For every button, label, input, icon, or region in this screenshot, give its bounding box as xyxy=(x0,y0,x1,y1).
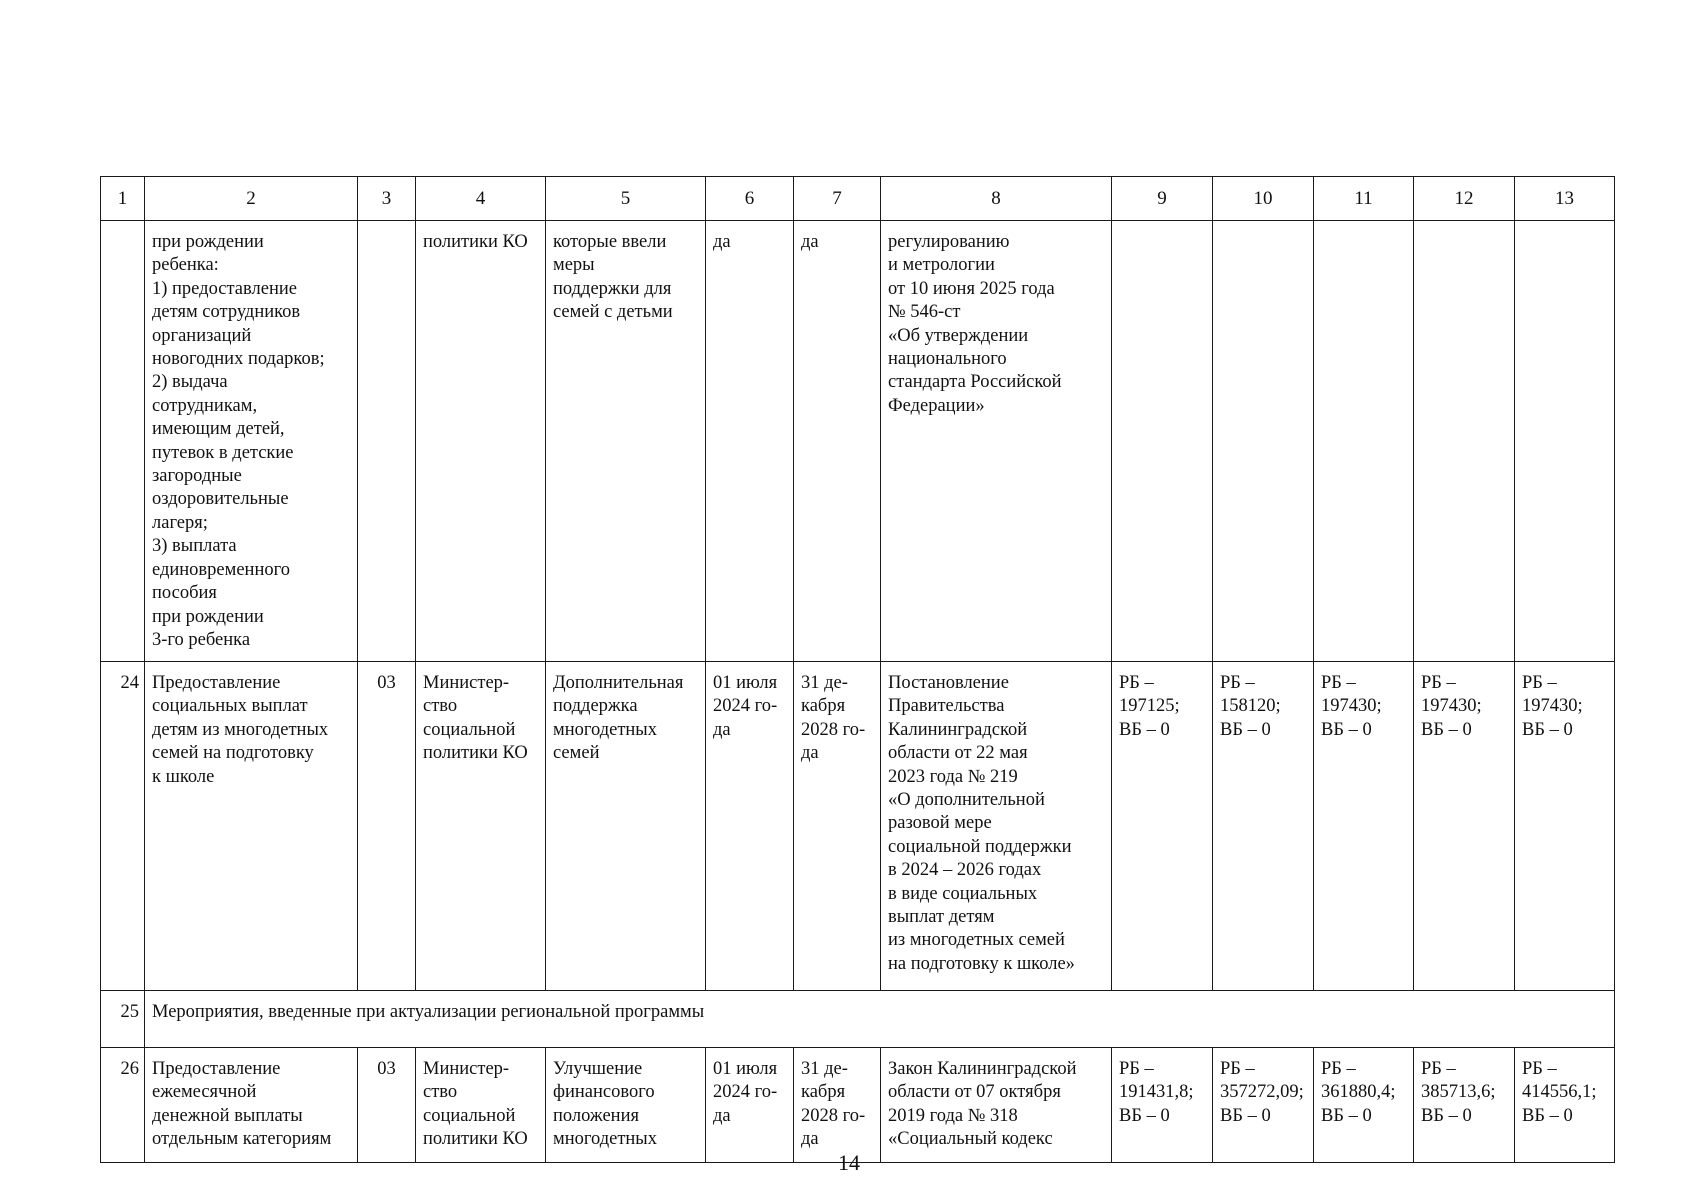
row-number-cell xyxy=(101,221,145,662)
funding-cell: РБ – 158120; ВБ – 0 xyxy=(1213,662,1314,991)
funding-cell xyxy=(1213,221,1314,662)
row-number-cell: 25 xyxy=(101,991,145,1048)
column-number-7: 7 xyxy=(794,177,881,221)
funding-cell: РБ – 197430; ВБ – 0 xyxy=(1515,662,1615,991)
table-row-24 xyxy=(101,662,1615,991)
expected-result-cell: Дополнительная поддержка многодетных семей xyxy=(546,662,706,991)
column-number-2: 2 xyxy=(145,177,358,221)
measure-name-cell: при рождении ребенка: 1) предоставление детям сотрудников организаций новогодних подарков; 2) выдача сотрудникам, имеющим детей, путевок в детские загородные оздоровительные лагеря; 3) выплата единовременного пособия при рождении 3-го ребенка xyxy=(145,221,358,662)
column-number-6: 6 xyxy=(706,177,794,221)
legal-basis-cell: регулированию и метрологии от 10 июня 2025 года № 546-ст «Об утверждении национального стандарта Российской Федерации» xyxy=(881,221,1112,662)
responsible-executor-cell: политики КО xyxy=(416,221,546,662)
responsible-executor-cell: Министер- ство социальной политики КО xyxy=(416,1048,546,1163)
start-date-cell: 01 июля 2024 го- да xyxy=(706,662,794,991)
row-number-cell: 26 xyxy=(101,1048,145,1163)
funding-cell: РБ – 357272,09; ВБ – 0 xyxy=(1213,1048,1314,1163)
measures-table xyxy=(100,176,1615,1163)
funding-cell xyxy=(1112,221,1213,662)
task-number-cell: 03 xyxy=(358,662,416,991)
table-row-26 xyxy=(101,1048,1615,1163)
table-row-continued xyxy=(101,221,1615,662)
measure-name-cell: Предоставление социальных выплат детям из многодетных семей на подготовку к школе xyxy=(145,662,358,991)
responsible-executor-cell: Министер- ство социальной политики КО xyxy=(416,662,546,991)
column-number-9: 9 xyxy=(1112,177,1213,221)
start-date-cell: 01 июля 2024 го- да xyxy=(706,1048,794,1163)
funding-cell xyxy=(1314,221,1414,662)
column-number-10: 10 xyxy=(1213,177,1314,221)
table-row-25-section xyxy=(101,991,1615,1048)
start-date-cell: да xyxy=(706,221,794,662)
section-heading-cell: Мероприятия, введенные при актуализации региональной программы xyxy=(145,991,1615,1048)
column-number-13: 13 xyxy=(1515,177,1615,221)
column-number-8: 8 xyxy=(881,177,1112,221)
funding-cell xyxy=(1515,221,1615,662)
funding-cell xyxy=(1414,221,1515,662)
column-number-header-row xyxy=(101,177,1615,221)
task-number-cell: 03 xyxy=(358,1048,416,1163)
legal-basis-cell: Постановление Правительства Калининградской области от 22 мая 2023 года № 219 «О дополнительной разовой мере социальной поддержки в 2024 – 2026 годах в виде социальных выплат детям из многодетных семей на подготовку к школе» xyxy=(881,662,1112,991)
column-number-11: 11 xyxy=(1314,177,1414,221)
row-number-cell: 24 xyxy=(101,662,145,991)
funding-cell: РБ – 361880,4; ВБ – 0 xyxy=(1314,1048,1414,1163)
end-date-cell: да xyxy=(794,221,881,662)
column-number-5: 5 xyxy=(546,177,706,221)
funding-cell: РБ – 197430; ВБ – 0 xyxy=(1414,662,1515,991)
expected-result-cell: которые ввели меры поддержки для семей с детьми xyxy=(546,221,706,662)
column-number-1: 1 xyxy=(101,177,145,221)
legal-basis-cell: Закон Калининградской области от 07 октября 2019 года № 318 «Социальный кодекс xyxy=(881,1048,1112,1163)
column-number-4: 4 xyxy=(416,177,546,221)
funding-cell: РБ – 197430; ВБ – 0 xyxy=(1314,662,1414,991)
expected-result-cell: Улучшение финансового положения многодетных xyxy=(546,1048,706,1163)
end-date-cell: 31 де- кабря 2028 го- да xyxy=(794,662,881,991)
funding-cell: РБ – 414556,1; ВБ – 0 xyxy=(1515,1048,1615,1163)
end-date-cell: 31 де- кабря 2028 го- да xyxy=(794,1048,881,1163)
funding-cell: РБ – 191431,8; ВБ – 0 xyxy=(1112,1048,1213,1163)
column-number-12: 12 xyxy=(1414,177,1515,221)
funding-cell: РБ – 385713,6; ВБ – 0 xyxy=(1414,1048,1515,1163)
task-number-cell xyxy=(358,221,416,662)
funding-cell: РБ – 197125; ВБ – 0 xyxy=(1112,662,1213,991)
measure-name-cell: Предоставление ежемесячной денежной выплаты отдельным категориям xyxy=(145,1048,358,1163)
column-number-3: 3 xyxy=(358,177,416,221)
page-number: 14 xyxy=(838,1150,860,1175)
